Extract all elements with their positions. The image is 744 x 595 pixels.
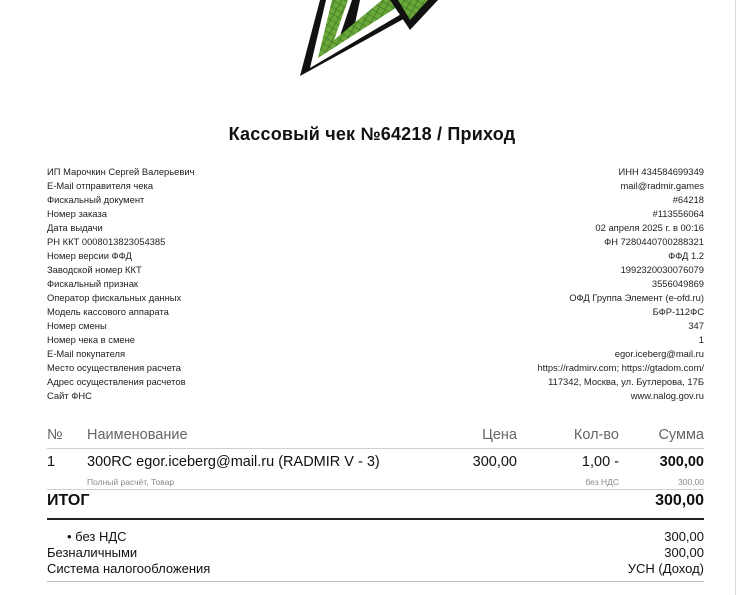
info-value: БФР-112ФС xyxy=(652,306,704,317)
items-table xyxy=(47,424,704,490)
info-value: #64218 xyxy=(672,194,704,205)
info-value: 347 xyxy=(688,320,704,331)
info-label: Номер версии ФФД xyxy=(47,250,132,261)
info-label: Фискальный документ xyxy=(47,194,145,205)
summary-label: Система налогообложения xyxy=(47,561,211,576)
col-number-header: № xyxy=(47,427,63,443)
item-sub-sum: 300,00 xyxy=(678,477,704,487)
total-row xyxy=(47,492,704,510)
receipt-title: Кассовый чек №64218 / Приход xyxy=(228,124,516,144)
total-value: 300,00 xyxy=(655,492,704,509)
info-label: Номер смены xyxy=(47,320,107,331)
item-price: 300,00 xyxy=(472,454,517,470)
item-name: 300RC egor.iceberg@mail.ru (RADMIR V - 3) xyxy=(87,454,380,470)
summary-label: Безналичными xyxy=(47,545,138,560)
info-row xyxy=(47,320,704,334)
info-row xyxy=(47,390,704,404)
summary xyxy=(47,529,704,577)
info-row xyxy=(47,166,704,180)
info-label: Сайт ФНС xyxy=(47,390,92,401)
info-label: Модель кассового аппарата xyxy=(47,306,169,317)
info-value: 1 xyxy=(698,334,704,345)
col-price-header: Цена xyxy=(482,427,517,443)
brand-logo xyxy=(290,0,440,82)
table-row xyxy=(47,449,704,490)
summary-label: • без НДС xyxy=(67,529,127,544)
info-label: Оператор фискальных данных xyxy=(47,292,182,303)
clipped-text-fragment xyxy=(52,590,127,595)
info-row xyxy=(47,348,704,362)
info-row xyxy=(47,278,704,292)
summary-row xyxy=(47,561,704,577)
summary-value: УСН (Доход) xyxy=(627,561,704,576)
total-divider xyxy=(47,518,704,520)
info-row xyxy=(47,194,704,208)
summary-value: 300,00 xyxy=(664,529,704,544)
info-row xyxy=(47,292,704,306)
info-row xyxy=(47,362,704,376)
item-qty: 1,00 - xyxy=(581,454,619,470)
info-label: Номер заказа xyxy=(47,208,107,219)
info-row xyxy=(47,236,704,250)
col-name-header: Наименование xyxy=(87,427,188,443)
col-qty-header: Кол-во xyxy=(573,427,619,443)
table-header xyxy=(47,424,704,449)
info-value: ОФД Группа Элемент (e-ofd.ru) xyxy=(569,292,704,303)
info-label: Дата выдачи xyxy=(47,222,103,233)
page-edge xyxy=(735,0,736,595)
summary-row xyxy=(47,545,704,561)
info-row xyxy=(47,376,704,390)
total-label: ИТОГ xyxy=(47,492,90,509)
info-row xyxy=(47,334,704,348)
info-value: ФН 7280440700288321 xyxy=(604,236,704,247)
info-row xyxy=(47,180,704,194)
info-value: 02 апреля 2025 г. в 00:16 xyxy=(595,222,704,233)
summary-value: 300,00 xyxy=(664,545,704,560)
settlement-place-link[interactable]: https://radmirv.com; https://gtadom.com/ xyxy=(537,362,704,373)
info-label: E-Mail отправителя чека xyxy=(47,180,154,191)
receipt-info xyxy=(47,166,704,404)
info-label: РН ККТ 0008013823054385 xyxy=(47,236,166,247)
info-row xyxy=(47,306,704,320)
fns-site-link[interactable]: www.nalog.gov.ru xyxy=(630,390,704,401)
info-value: ФФД 1.2 xyxy=(668,250,704,261)
info-label: ИП Марочкин Сергей Валерьевич xyxy=(47,166,195,177)
item-vat: без НДС xyxy=(585,477,619,487)
item-sum: 300,00 xyxy=(659,454,704,470)
info-value: 3556049869 xyxy=(651,278,704,289)
item-number: 1 xyxy=(47,454,56,470)
bottom-divider xyxy=(47,581,704,582)
info-label: Заводской номер ККТ xyxy=(47,264,142,275)
info-row xyxy=(47,222,704,236)
col-sum-header: Сумма xyxy=(658,427,704,443)
info-label: E-Mail покупателя xyxy=(47,348,126,359)
info-row xyxy=(47,208,704,222)
info-label: Адрес осуществления расчетов xyxy=(47,376,186,387)
info-value: 117342, Москва, ул. Бутлерова, 17Б xyxy=(548,376,704,387)
info-value: mail@radmir.games xyxy=(620,180,704,191)
info-row xyxy=(47,250,704,264)
info-value: ИНН 434584699349 xyxy=(618,166,704,177)
info-label: Номер чека в смене xyxy=(47,334,136,345)
item-payment-type: Полный расчёт, Товар xyxy=(87,477,175,487)
buyer-email[interactable]: egor.iceberg@mail.ru xyxy=(614,348,704,359)
info-row xyxy=(47,264,704,278)
info-value: 1992320030076079 xyxy=(620,264,704,275)
summary-row xyxy=(47,529,704,545)
info-label: Фискальный признак xyxy=(47,278,139,289)
info-label: Место осуществления расчета xyxy=(47,362,181,373)
info-value: #113556064 xyxy=(652,208,704,219)
